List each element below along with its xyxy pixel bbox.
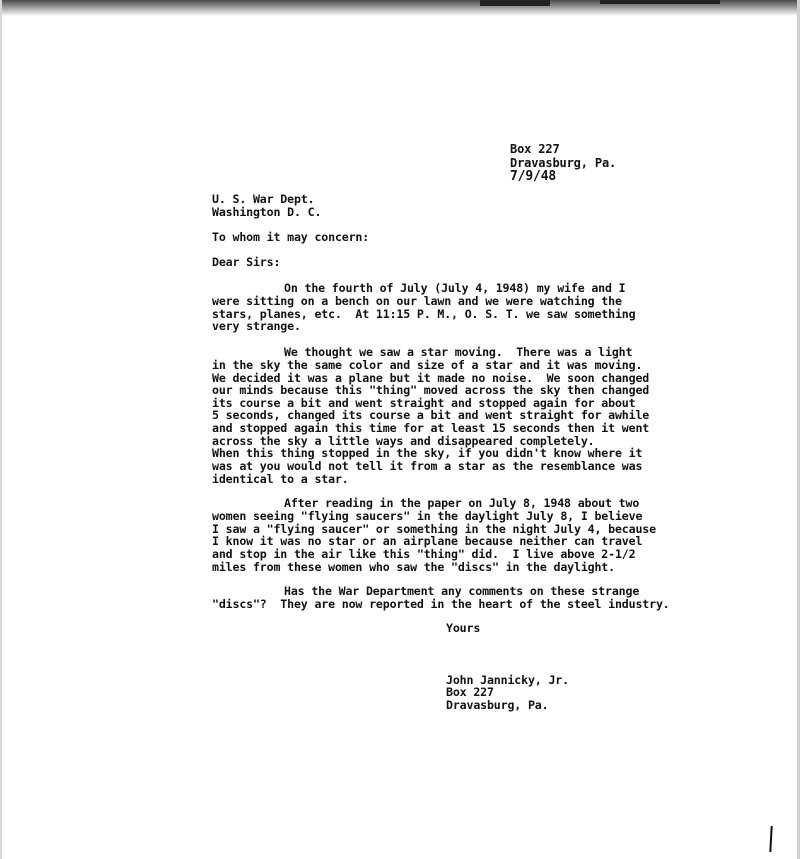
- letter-date: 7/9/48: [510, 169, 557, 184]
- paragraph-line: across the sky a little ways and disappeared completely.: [212, 434, 595, 448]
- paragraph-line: was at you would not tell it from a star as the resemblance was: [212, 459, 643, 473]
- paragraph-line: its course a bit and went straight and stopped again for about: [212, 396, 636, 410]
- recipient-name: U. S. War Dept.: [212, 192, 315, 206]
- signer-city: Dravasburg, Pa.: [446, 698, 549, 712]
- paragraph-line: After reading in the paper on July 8, 1948 about two: [284, 496, 640, 510]
- paragraph-line: On the fourth of July (July 4, 1948) my wife and I: [284, 281, 626, 295]
- recipient-city: Washington D. C.: [212, 205, 322, 219]
- paragraph-line: and stopped again this time for at least 15 seconds then it went: [212, 421, 650, 435]
- paragraph-line: "discs"? They are now reported in the heart of the steel industry.: [212, 597, 670, 611]
- sender-city: Dravasburg, Pa.: [510, 156, 617, 170]
- general-salutation: To whom it may concern:: [212, 230, 370, 244]
- paragraph-line: in the sky the same color and size of a star and it was moving.: [212, 358, 643, 372]
- scan-left-edge: [0, 0, 2, 859]
- paragraph-line: I know it was no star or an airplane because neither can travel: [212, 534, 643, 548]
- paragraph-line: our minds because this "thing" moved across the sky then changed: [212, 383, 650, 397]
- paragraph-line: very strange.: [212, 319, 301, 333]
- salutation: Dear Sirs:: [212, 255, 281, 269]
- stray-pen-mark: [769, 826, 772, 852]
- paragraph-line: When this thing stopped in the sky, if you didn't know where it: [212, 446, 643, 460]
- paragraph-line: were sitting on a bench on our lawn and we were watching the: [212, 294, 622, 308]
- signer-name: John Jannicky, Jr.: [446, 673, 569, 687]
- closing: Yours: [446, 621, 481, 635]
- scan-top-edge: [0, 0, 800, 16]
- paragraph-line: identical to a star.: [212, 472, 349, 486]
- paragraph-line: women seeing "flying saucers" in the daylight July 8, I believe: [212, 509, 643, 523]
- paragraph-line: and stop in the air like this "thing" did. I live above 2-1/2: [212, 547, 636, 561]
- paragraph-line: 5 seconds, changed its course a bit and went straight for awhile: [212, 408, 650, 422]
- paragraph-line: We thought we saw a star moving. There was a light: [284, 345, 633, 359]
- paragraph-line: We decided it was a plane but it made no noise. We soon changed: [212, 371, 650, 385]
- sender-box: Box 227: [510, 142, 560, 156]
- paragraph-line: I saw a "flying saucer" or something in the night July 4, because: [212, 522, 656, 536]
- paragraph-line: miles from these women who saw the "discs" in the daylight.: [212, 560, 615, 574]
- paragraph-line: stars, planes, etc. At 11:15 P. M., O. S. T. we saw something: [212, 307, 636, 321]
- paragraph-line: Has the War Department any comments on these strange: [284, 584, 640, 598]
- signer-box: Box 227: [446, 685, 494, 699]
